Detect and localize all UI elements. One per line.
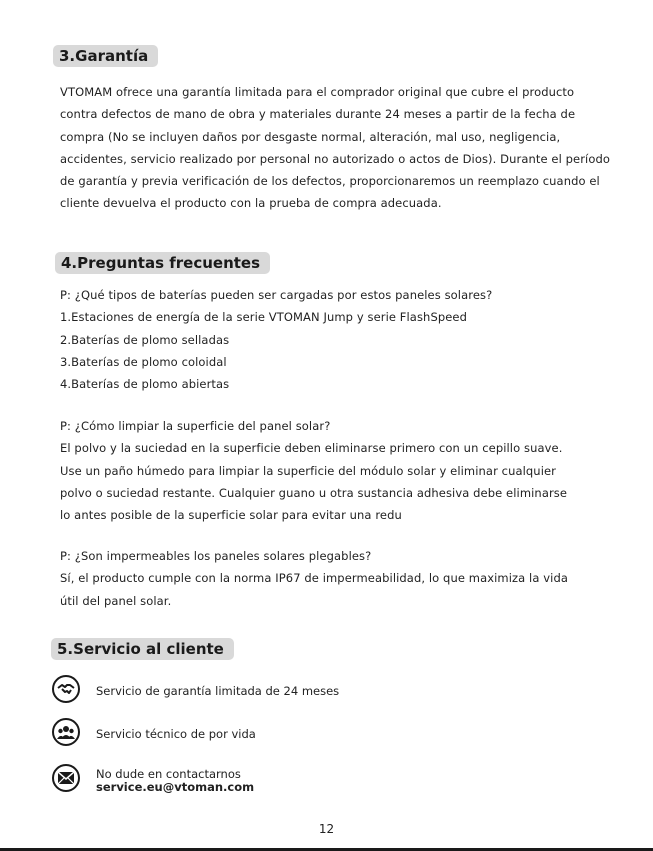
page-number: 12	[318, 822, 335, 836]
service-contact-text: No dude en contactarnos	[96, 767, 241, 781]
faq-q2-line: P: ¿Cómo limpiar la superficie del panel solar?	[60, 419, 331, 433]
service-warranty-text: Servicio de garantía limitada de 24 meses	[96, 684, 340, 698]
warranty-line: cliente devuelva el producto con la prueba de compra adecuada.	[60, 196, 442, 211]
faq-q3-line: Sí, el producto cumple con la norma IP67 de impermeabilidad, lo que maximiza la vida	[60, 571, 568, 586]
envelope-icon	[52, 764, 80, 792]
warranty-paragraph	[60, 81, 620, 215]
faq-q1-line: 4.Baterías de plomo abiertas	[60, 377, 230, 392]
faq-q2-line: polvo o suciedad restante. Cualquier guano u otra sustancia adhesiva debe eliminarse	[60, 485, 568, 500]
warranty-heading: 3.Garantía	[53, 45, 158, 67]
warranty-line: de garantía y previa verificación de los defectos, proporcionaremos un reemplazo cuando el	[60, 174, 600, 189]
faq-q2-line: Use un paño húmedo para limpiar la superficie del módulo solar y eliminar cualquier	[60, 463, 556, 478]
faq-q1-line: 1.Estaciones de energía de la serie VTOMAN Jump y serie FlashSpeed	[60, 310, 467, 325]
faq-heading: 4.Preguntas frecuentes	[55, 252, 270, 274]
faq-q1-line: P: ¿Qué tipos de baterías pueden ser cargadas por estos paneles solares?	[60, 288, 493, 302]
handshake-icon	[52, 675, 80, 703]
faq-question-1	[60, 284, 620, 395]
faq-q1-line: 2.Baterías de plomo selladas	[60, 332, 230, 347]
warranty-line: accidentes, servicio realizado por personal no autorizado o actos de Dios). Durante el período	[60, 151, 611, 166]
service-technical-text: Servicio técnico de por vida	[96, 727, 256, 741]
faq-q3-line: P: ¿Son impermeables los paneles solares plegables?	[60, 549, 372, 563]
service-email[interactable]: service.eu@vtoman.com	[96, 780, 255, 794]
faq-q2-line: El polvo y la suciedad en la superficie deben eliminarse primero con un cepillo suave.	[60, 441, 563, 456]
support-team-icon	[52, 718, 80, 746]
service-heading: 5.Servicio al cliente	[51, 638, 234, 660]
faq-question-2	[60, 415, 620, 526]
faq-q3-line: útil del panel solar.	[60, 593, 172, 608]
warranty-line: compra (No se incluyen daños por desgaste normal, alteración, mal uso, negligencia,	[60, 129, 561, 144]
warranty-line: VTOMAM ofrece una garantía limitada para el comprador original que cubre el producto	[60, 85, 575, 99]
faq-question-3	[60, 545, 620, 612]
faq-q2-line: lo antes posible de la superficie solar para evitar una redu	[60, 508, 402, 523]
faq-q1-line: 3.Baterías de plomo coloidal	[60, 354, 227, 369]
warranty-line: contra defectos de mano de obra y materiales durante 24 meses a partir de la fecha de	[60, 107, 576, 122]
